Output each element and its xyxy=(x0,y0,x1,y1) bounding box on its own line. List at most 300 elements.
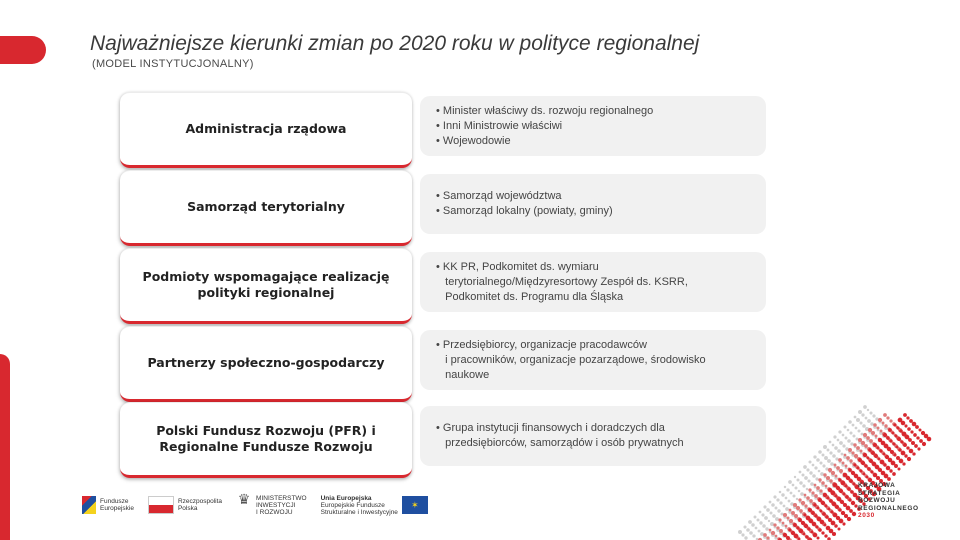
arrow-dot xyxy=(831,521,836,526)
arrow-dot xyxy=(908,438,912,442)
arrow-dot xyxy=(826,476,830,480)
arrow-dot xyxy=(808,508,812,512)
row-item: • Samorząd lokalny (powiaty, gminy) xyxy=(436,205,613,217)
arrow-dot xyxy=(820,510,823,513)
row-label: Polski Fundusz Rozwoju (PFR) i Regionalne Fundusze Rozwoju xyxy=(156,423,376,454)
arrow-dot xyxy=(901,421,905,425)
row-label-box xyxy=(120,248,412,324)
arrow-dot xyxy=(799,529,804,534)
arrow-dot xyxy=(822,454,825,457)
arrow-dot xyxy=(904,424,907,427)
row-item: Podkomitet ds. Programu dla Śląska xyxy=(436,290,624,303)
arrow-dot xyxy=(784,486,786,488)
arrow-dot xyxy=(858,430,861,433)
arrow-dot xyxy=(861,461,865,465)
arrow-dot xyxy=(891,431,894,434)
arrow-dot xyxy=(861,441,865,445)
arrow-dot xyxy=(812,522,816,526)
arrow-dot xyxy=(838,458,842,462)
logo-unia-europejska xyxy=(321,495,428,516)
arrow-dot xyxy=(845,465,848,468)
arrow-dot xyxy=(872,414,875,417)
arrow-dot xyxy=(776,526,779,529)
arrow-dot xyxy=(842,434,845,437)
arrow-dot xyxy=(815,525,818,528)
krsr-brand-text xyxy=(858,482,919,520)
arrow-dot xyxy=(790,492,793,495)
arrow-dot xyxy=(846,476,850,480)
logo-text: Strukturalne i Inwestycyjne xyxy=(320,508,398,516)
row-item: i pracowników, organizacje pozarządowe, środowisko xyxy=(436,353,706,366)
arrow-dot xyxy=(887,447,891,451)
arrow-dot xyxy=(897,467,900,470)
arrow-dot xyxy=(886,416,889,419)
arrow-dot xyxy=(803,533,806,536)
arrow-dot xyxy=(800,492,804,496)
arrow-dot xyxy=(803,513,806,516)
arrow-dot xyxy=(755,527,758,530)
arrow-dot xyxy=(839,519,844,524)
arrow-dot xyxy=(749,531,753,535)
arrow-dot xyxy=(845,495,849,499)
arrow-dot xyxy=(818,498,822,502)
arrow-dot xyxy=(903,443,907,447)
arrow-dot xyxy=(839,489,843,493)
logo-text: Europejskie Fundusze xyxy=(320,501,385,509)
arrow-dot xyxy=(890,450,894,454)
arrow-dot xyxy=(785,507,789,511)
arrow-dot xyxy=(826,496,829,499)
arrow-dot xyxy=(789,519,793,523)
arrow-dot xyxy=(794,534,799,539)
row-pfr xyxy=(120,400,770,468)
funding-logos-bar xyxy=(82,492,428,518)
arrow-dot xyxy=(793,503,797,507)
arrow-dot xyxy=(804,476,808,480)
arrow-dot xyxy=(827,459,831,463)
arrow-dot xyxy=(758,530,761,533)
arrow-dot xyxy=(842,444,845,447)
arrow-dot xyxy=(806,496,810,500)
arrow-dot xyxy=(846,456,850,460)
arrow-dot xyxy=(831,491,836,496)
brand-line: KRAJOWA xyxy=(858,482,896,489)
arrow-dot xyxy=(763,533,767,537)
arrow-dot xyxy=(844,454,847,457)
arrow-dot xyxy=(914,444,918,448)
arrow-dot xyxy=(839,441,843,445)
arrow-dot xyxy=(841,511,845,515)
arrow-dot xyxy=(910,430,913,433)
red-side-bar-decoration xyxy=(0,354,10,540)
arrow-dot xyxy=(829,479,833,483)
arrow-dot xyxy=(786,488,789,491)
arrow-dot xyxy=(848,468,852,472)
arrow-dot xyxy=(852,434,855,437)
arrow-dot xyxy=(840,500,844,504)
arrow-dot xyxy=(798,490,801,493)
logo-text: I ROZWOJU xyxy=(256,508,293,516)
arrow-dot xyxy=(861,413,864,416)
arrow-dot xyxy=(922,442,926,446)
polish-flag-icon xyxy=(148,496,174,514)
arrow-dot xyxy=(783,513,787,517)
arrow-dot xyxy=(796,526,799,529)
arrow-dot xyxy=(884,474,889,479)
arrow-dot xyxy=(819,461,822,464)
arrow-dot xyxy=(814,466,817,469)
arrow-dot xyxy=(810,530,813,533)
arrow-dot xyxy=(878,458,881,461)
arrow-dot xyxy=(880,460,885,465)
arrow-dot xyxy=(911,441,915,445)
arrow-dot xyxy=(877,427,880,430)
row-item: przedsiębiorców, samorządów i osób prywatnych xyxy=(436,437,684,449)
arrow-dot xyxy=(880,430,883,433)
arrow-dot xyxy=(899,459,904,464)
arrow-dot xyxy=(916,436,919,439)
dotted-arrow-graphic xyxy=(720,372,960,540)
arrow-dot xyxy=(856,446,860,450)
arrow-dot xyxy=(849,459,852,462)
arrow-dot xyxy=(816,458,820,462)
arrow-dot xyxy=(867,467,871,471)
arrow-dot xyxy=(786,536,790,540)
arrow-dot xyxy=(804,504,807,507)
arrow-dot xyxy=(804,524,808,528)
page-title: Najważniejsze kierunki zmian po 2020 roku w polityce regionalnej xyxy=(90,32,700,55)
arrow-dot xyxy=(906,446,909,449)
arrow-dot xyxy=(845,437,848,440)
arrow-dot xyxy=(892,472,896,476)
arrow-dot xyxy=(915,425,919,429)
arrow-dot xyxy=(829,441,832,444)
arrow-dot xyxy=(870,470,873,473)
arrow-dot xyxy=(754,516,757,519)
arrow-dot xyxy=(856,466,859,469)
arrow-dot xyxy=(778,518,781,521)
arrow-dot xyxy=(870,422,873,425)
arrow-dot xyxy=(913,433,917,437)
arrow-dot xyxy=(824,504,827,507)
arrow-dot xyxy=(762,524,766,528)
arrow-dot xyxy=(862,424,866,428)
arrow-dot xyxy=(819,489,822,492)
arrow-dot xyxy=(832,454,836,458)
arrow-dot xyxy=(852,424,855,427)
arrow-dot xyxy=(807,527,811,531)
arrow-dot xyxy=(859,421,862,424)
arrow-dot xyxy=(829,499,833,503)
arrow-dot xyxy=(796,498,798,500)
row-label-box xyxy=(120,170,412,246)
arrow-dot xyxy=(796,478,799,481)
arrow-dot xyxy=(859,469,862,472)
row-label: Administracja rządowa xyxy=(185,121,347,136)
row-item: terytorialnego/Międzyresortowy Zespół ds. KSRR, xyxy=(436,275,688,288)
arrow-dot xyxy=(849,509,853,513)
arrow-dot xyxy=(844,514,848,518)
arrow-dot xyxy=(782,522,785,525)
arrow-dot xyxy=(864,444,868,448)
arrow-dot xyxy=(806,468,809,471)
row-podmioty xyxy=(120,246,770,314)
arrow-dot xyxy=(765,527,768,530)
arrow-dot xyxy=(775,535,778,538)
arrow-dot xyxy=(827,507,830,510)
arrow-dot xyxy=(854,454,858,458)
arrow-dot xyxy=(863,405,867,409)
arrow-dot xyxy=(899,429,903,433)
arrow-dot xyxy=(821,481,825,485)
arrow-dot xyxy=(809,499,813,503)
arrow-dot xyxy=(834,446,838,450)
row-label-box xyxy=(120,402,412,478)
arrow-dot xyxy=(779,491,782,494)
arrow-dot xyxy=(809,471,812,474)
row-item: • Inni Ministrowie właściwi xyxy=(436,119,563,132)
arrow-dot xyxy=(882,422,885,425)
arrow-dot xyxy=(783,533,787,537)
arrow-dot xyxy=(898,448,902,452)
arrow-dot xyxy=(893,423,896,426)
row-label: Partnerzy społeczno-gospodarczy xyxy=(147,355,385,370)
arrow-dot xyxy=(863,453,867,457)
arrow-dot xyxy=(743,525,746,528)
arrow-dot xyxy=(766,508,770,512)
arrow-dot xyxy=(785,497,788,500)
arrow-dot xyxy=(825,515,829,519)
arrow-dot xyxy=(766,536,769,539)
arrow-dot xyxy=(869,459,873,463)
arrow-dot xyxy=(842,522,845,525)
logo-text: Rzeczpospolita xyxy=(177,498,223,505)
arrow-dot xyxy=(751,523,755,527)
arrow-dot xyxy=(803,465,807,469)
arrow-dot xyxy=(793,523,797,527)
arrow-dot xyxy=(827,449,830,452)
arrow-dot xyxy=(851,501,855,505)
arrow-dot xyxy=(883,463,886,466)
arrow-dot xyxy=(888,428,892,432)
arrow-dot xyxy=(830,510,833,513)
arrow-dot xyxy=(777,509,780,512)
arrow-dot xyxy=(801,473,804,476)
arrow-dot xyxy=(912,452,915,455)
row-label-box xyxy=(120,326,412,402)
arrow-dot xyxy=(858,438,862,442)
arrow-dot xyxy=(744,536,747,539)
arrow-dot xyxy=(813,503,816,506)
arrow-dot xyxy=(848,448,852,452)
arrow-dot xyxy=(779,501,782,504)
row-label-box xyxy=(120,92,412,168)
arrow-dot xyxy=(852,482,855,485)
arrow-dot xyxy=(912,422,917,427)
row-label: Samorząd terytorialny xyxy=(187,199,345,214)
arrow-dot xyxy=(886,466,890,470)
arrow-dot xyxy=(764,516,768,520)
arrow-dot xyxy=(773,523,776,526)
arrow-dot xyxy=(768,520,770,522)
row-label: Podmioty wspomagające realizację polityki regionalnej xyxy=(142,269,390,300)
arrow-dot xyxy=(770,522,774,526)
arrow-dot xyxy=(834,464,837,467)
arrow-dot xyxy=(812,474,816,478)
arrow-dot xyxy=(813,533,818,538)
arrow-dot xyxy=(843,425,846,428)
arrow-dot xyxy=(830,462,834,466)
arrow-dot xyxy=(894,434,897,437)
arrow-dot xyxy=(849,479,853,483)
arrow-dot xyxy=(820,472,824,476)
arrow-dot xyxy=(836,486,840,490)
arrow-dot xyxy=(741,533,744,536)
arrow-dot xyxy=(788,480,792,484)
arrow-dot xyxy=(818,528,822,532)
arrow-dot xyxy=(838,528,841,531)
arrow-dot xyxy=(783,505,786,508)
row-details-box xyxy=(420,174,766,234)
arrow-dot xyxy=(867,457,870,460)
arrow-dot xyxy=(802,484,805,487)
arrow-dot xyxy=(907,457,911,461)
arrow-dot xyxy=(806,488,809,491)
row-item: • Samorząd województwa xyxy=(436,190,562,202)
arrow-dot xyxy=(838,478,841,481)
eagle-emblem-icon: ♛ xyxy=(237,491,251,507)
logo-text: Fundusze xyxy=(100,498,129,505)
arrow-dot xyxy=(917,447,920,450)
arrow-dot xyxy=(829,451,832,454)
arrow-dot xyxy=(821,501,825,505)
arrow-dot xyxy=(858,458,862,462)
arrow-dot xyxy=(807,479,810,482)
arrow-dot xyxy=(815,477,818,480)
arrow-dot xyxy=(854,416,857,419)
arrow-dot xyxy=(876,476,880,480)
arrow-dot xyxy=(869,411,872,414)
arrow-dot xyxy=(799,509,803,513)
arrow-dot xyxy=(897,437,901,441)
arrow-dot xyxy=(883,413,887,417)
arrow-dot xyxy=(850,490,854,494)
arrow-dot xyxy=(810,482,814,486)
arrow-dot xyxy=(835,475,838,478)
arrow-dot xyxy=(868,428,872,432)
arrow-dot xyxy=(805,535,809,539)
arrow-dot xyxy=(811,511,815,515)
arrow-dot xyxy=(812,464,815,467)
arrow-dot xyxy=(853,443,856,446)
arrow-dot xyxy=(848,420,852,424)
arrow-dot xyxy=(781,493,784,496)
arrow-dot xyxy=(874,434,877,437)
arrow-dot xyxy=(821,531,824,534)
row-item: • Wojewodowie xyxy=(436,134,511,147)
arrow-dot xyxy=(794,476,796,478)
arrow-dot xyxy=(771,503,775,507)
arrow-dot xyxy=(855,427,858,430)
page-subtitle: (MODEL INSTYTUCJONALNY) xyxy=(92,58,254,70)
arrow-dot xyxy=(853,463,856,466)
logo-text: Polska xyxy=(177,505,198,512)
arrow-dot xyxy=(871,431,875,435)
arrow-dot xyxy=(799,481,802,484)
arrow-dot xyxy=(789,509,792,512)
arrow-dot xyxy=(763,505,766,508)
arrow-dot xyxy=(779,529,783,533)
arrow-dot xyxy=(878,418,882,422)
arrow-dot xyxy=(907,427,911,431)
row-partnerzy xyxy=(120,324,770,392)
arrow-dot xyxy=(775,517,779,521)
arrow-dot xyxy=(883,433,887,437)
arrow-dot xyxy=(738,530,742,534)
arrow-dot xyxy=(824,534,827,537)
arrow-dot xyxy=(856,418,860,422)
brand-line: REGIONALNEGO xyxy=(858,504,919,512)
fundusze-europejskie-icon xyxy=(82,496,96,514)
arrow-dot xyxy=(919,439,923,443)
arrow-dot xyxy=(903,413,907,417)
arrow-dot xyxy=(857,477,861,481)
arrow-dot xyxy=(820,520,825,525)
arrow-dot xyxy=(850,442,853,445)
arrow-dot xyxy=(909,449,914,454)
arrow-dot xyxy=(835,505,839,509)
arrow-dot xyxy=(847,429,850,432)
arrow-dot xyxy=(838,508,842,512)
arrow-dot xyxy=(848,498,851,501)
arrow-dot xyxy=(834,524,838,528)
arrow-dot xyxy=(818,450,822,454)
arrow-dot xyxy=(893,453,896,456)
arrow-dot xyxy=(788,500,791,503)
arrow-dot xyxy=(901,451,906,456)
arrow-dot xyxy=(788,528,791,531)
arrow-dot xyxy=(752,534,755,537)
eu-flag-icon: ✶ xyxy=(402,496,428,514)
arrow-dot xyxy=(852,512,856,516)
row-item: • Minister właściwy ds. rozwoju regionalnego xyxy=(436,104,654,117)
arrow-dot xyxy=(798,518,802,522)
arrow-dot xyxy=(858,410,862,414)
arrow-dot xyxy=(905,435,910,440)
arrow-dot xyxy=(770,512,773,515)
arrow-dot xyxy=(896,426,899,429)
arrow-dot xyxy=(746,528,750,532)
arrow-dot xyxy=(769,529,772,532)
arrow-dot xyxy=(874,454,878,458)
arrow-dot xyxy=(761,513,764,516)
arrow-dot xyxy=(847,517,851,521)
arrow-dot xyxy=(822,464,825,467)
arrow-dot xyxy=(832,444,835,447)
brand-line: STRATEGIA xyxy=(858,489,901,497)
arrow-dot xyxy=(842,492,845,495)
arrow-dot xyxy=(814,484,817,487)
arrow-dot xyxy=(831,471,835,475)
arrow-dot xyxy=(775,507,778,510)
arrow-dot xyxy=(902,462,905,465)
arrow-dot xyxy=(927,437,932,442)
arrow-dot xyxy=(786,516,789,519)
arrow-dot xyxy=(879,449,882,452)
arrow-dot xyxy=(804,494,807,497)
brand-line: ROZWOJU xyxy=(858,497,896,504)
arrow-dot xyxy=(828,468,832,472)
